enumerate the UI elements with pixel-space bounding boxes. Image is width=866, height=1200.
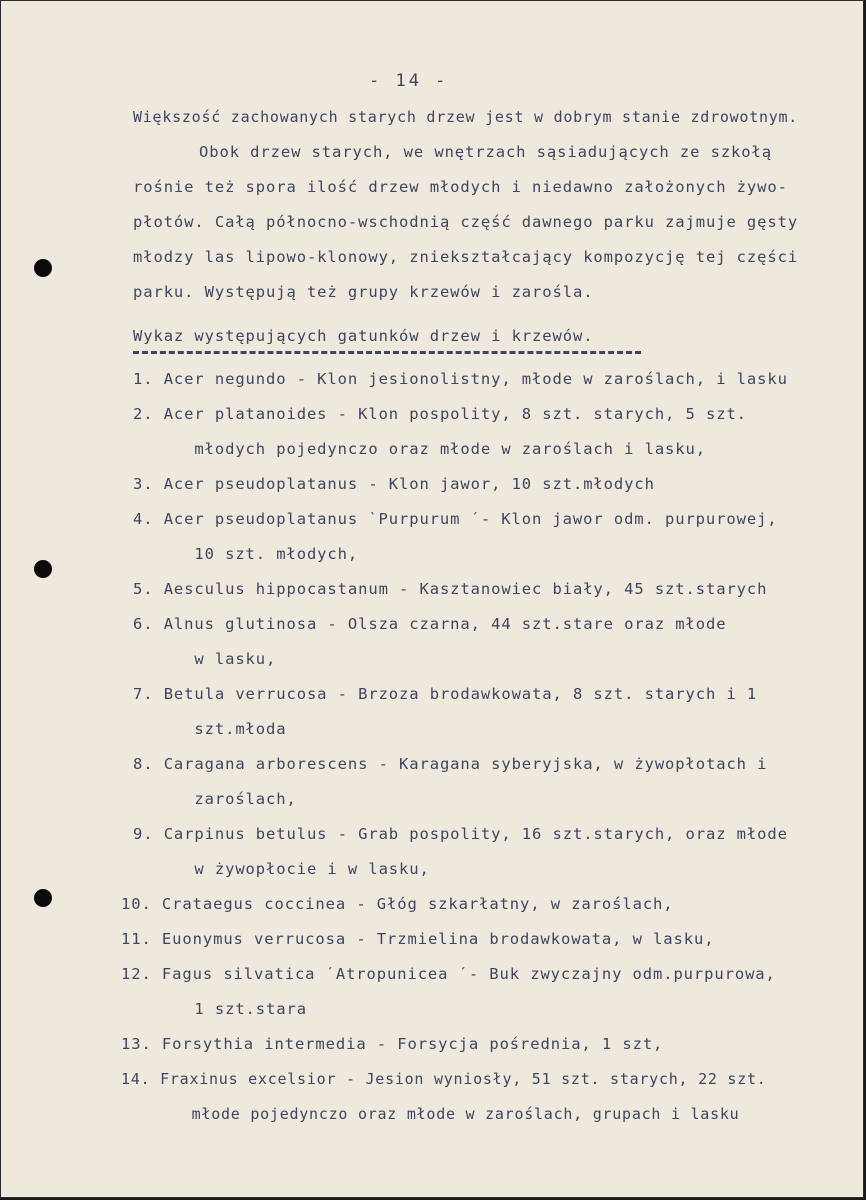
page-number: - 14 - xyxy=(369,71,449,91)
list-item: 14. Fraxinus excelsior - Jesion wyniosły, 51 szt. starych, 22 szt. xyxy=(121,1070,767,1088)
list-item: 3. Acer pseudoplatanus - Klon jawor, 10 szt.młodych xyxy=(133,475,655,493)
list-item: 10. Crataegus coccinea - Głóg szkarłatny, w zaroślach, xyxy=(121,895,674,913)
paragraph-line: płotów. Całą północno-wschodnią część dawnego parku zajmuje gęsty xyxy=(133,213,799,231)
list-item: 2. Acer platanoides - Klon pospolity, 8 szt. starych, 5 szt. xyxy=(133,405,747,423)
paragraph-line: rośnie też spora ilość drzew młodych i niedawno założonych żywo- xyxy=(133,178,788,196)
list-item-continuation: zaroślach, xyxy=(133,790,297,808)
list-item: 6. Alnus glutinosa - Olsza czarna, 44 szt.stare oraz młode xyxy=(133,615,727,633)
list-item-continuation: 10 szt. młodych, xyxy=(133,545,359,563)
paragraph-line: Obok drzew starych, we wnętrzach sąsiadujących ze szkołą xyxy=(199,143,772,161)
list-item: 13. Forsythia intermedia - Forsycja pośrednia, 1 szt, xyxy=(121,1035,664,1053)
heading-underline xyxy=(133,351,641,354)
list-item: 5. Aesculus hippocastanum - Kasztanowiec biały, 45 szt.starych xyxy=(133,580,768,598)
list-item-continuation: młodych pojedynczo oraz młode w zaroślach i lasku, xyxy=(133,440,706,458)
list-item: 8. Caragana arborescens - Karagana syberyjska, w żywopłotach i xyxy=(133,755,768,773)
punch-hole xyxy=(34,259,52,277)
list-item: 9. Carpinus betulus - Grab pospolity, 16 szt.starych, oraz młode xyxy=(133,825,788,843)
list-item-continuation: w żywopłocie i w lasku, xyxy=(133,860,430,878)
paragraph-line: Większość zachowanych starych drzew jest w dobrym stanie zdrowotnym. xyxy=(133,108,799,126)
punch-hole xyxy=(34,889,52,907)
punch-hole xyxy=(34,560,52,578)
paragraph-line: młodzy las lipowo-klonowy, zniekształcający kompozycję tej części xyxy=(133,248,799,266)
list-item: 12. Fagus silvatica ˊAtropunicea ˊ- Buk zwyczajny odm.purpurowa, xyxy=(121,965,776,983)
list-item: 1. Acer negundo - Klon jesionolistny, młode w zaroślach, i lasku xyxy=(133,370,788,388)
list-item: 7. Betula verrucosa - Brzoza brodawkowata, 8 szt. starych i 1 xyxy=(133,685,758,703)
list-heading: Wykaz występujących gatunków drzew i krzewów. xyxy=(133,327,594,345)
list-item: 11. Euonymus verrucosa - Trzmielina brodawkowata, w lasku, xyxy=(121,930,715,948)
list-item: 4. Acer pseudoplatanus ˋPurpurum ˊ- Klon jawor odm. purpurowej, xyxy=(133,510,778,528)
list-item-continuation: 1 szt.stara xyxy=(133,1000,307,1018)
paragraph-line: parku. Występują też grupy krzewów i zarośla. xyxy=(133,283,594,301)
list-item-continuation: w lasku, xyxy=(133,650,277,668)
list-item-continuation: szt.młoda xyxy=(133,720,287,738)
list-item-continuation: młode pojedynczo oraz młode w zaroślach, grupach i lasku xyxy=(133,1105,740,1123)
